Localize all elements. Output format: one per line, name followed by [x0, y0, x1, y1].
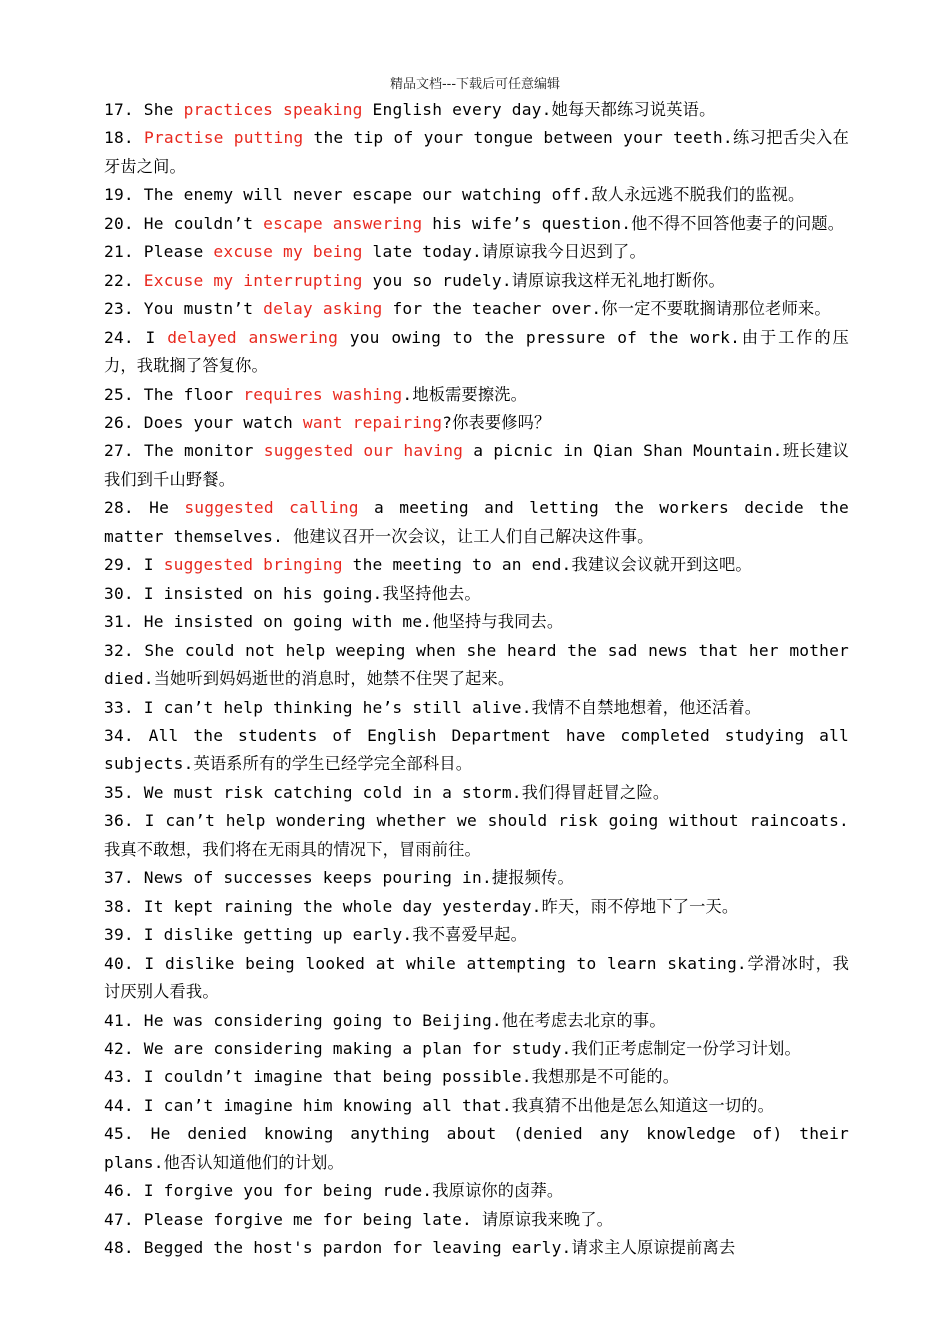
sentence-item: [104, 807, 849, 864]
sentence-number: 28.: [104, 498, 134, 518]
sentence-number: 18.: [104, 128, 134, 148]
sentence-item: [104, 1063, 849, 1091]
sentence-text: I couldn’t imagine that being possible.我想那是不可能的。: [133, 1067, 680, 1087]
sentence-number: 33.: [104, 697, 134, 717]
sentence-number: 21.: [104, 242, 134, 262]
sentence-number: 30.: [104, 583, 134, 603]
sentence-item: [104, 96, 849, 124]
sentence-item: [104, 779, 849, 807]
sentence-item: [104, 409, 849, 437]
sentence-number: 46.: [104, 1181, 134, 1201]
sentence-item: [104, 181, 849, 209]
sentence-text: for the teacher over.你一定不要耽搁请那位老师来。: [382, 299, 831, 319]
sentence-text: He denied knowing anything about (denied any knowledge of) their plans.他否认知道他们的计划。: [104, 1124, 849, 1172]
sentence-number: 32.: [104, 640, 134, 660]
sentence-number: 19.: [104, 185, 134, 205]
sentence-text: She could not help weeping when she heard the sad news that her mother died.当她听到妈妈逝世的消息时，她禁不住哭了起来。: [104, 640, 849, 689]
sentence-item: [104, 864, 849, 892]
sentence-list: [104, 96, 849, 1263]
sentence-text: Does your watch: [133, 412, 303, 432]
sentence-number: 17.: [104, 100, 134, 119]
sentence-text: I forgive you for being rude.我原谅你的卤莽。: [133, 1181, 564, 1201]
sentence-number: 20.: [104, 213, 134, 233]
sentence-number: 44.: [104, 1095, 134, 1115]
sentence-text: I dislike getting up early.我不喜爱早起。: [133, 925, 528, 945]
sentence-item: [104, 1177, 849, 1205]
sentence-number: 37.: [104, 868, 134, 888]
highlighted-phrase: practices speaking: [183, 100, 363, 119]
sentence-text: I dislike being looked at while attempting to learn skating.学滑冰时，我讨厌别人看我。: [104, 953, 849, 1002]
highlighted-phrase: Excuse my interrupting: [143, 270, 363, 290]
sentence-text: We must risk catching cold in a storm.我们得冒赶冒之险。: [133, 782, 670, 802]
sentence-item: [104, 893, 849, 921]
sentence-number: 24.: [104, 327, 134, 347]
sentence-text: She: [133, 100, 184, 119]
sentence-text: It kept raining the whole day yesterday.昨天，雨不停地下了一天。: [133, 896, 739, 916]
sentence-item: [104, 694, 849, 722]
sentence-item: [104, 1120, 849, 1177]
sentence-number: 35.: [104, 782, 134, 802]
sentence-number: 45.: [104, 1124, 134, 1144]
sentence-text: [134, 128, 144, 147]
sentence-text: The enemy will never escape our watching off.敌人永远逃不脱我们的监视。: [133, 185, 805, 205]
highlighted-phrase: escape answering: [263, 213, 423, 233]
sentence-item: [104, 637, 849, 694]
sentence-item: [104, 1035, 849, 1063]
sentence-text: He was considering going to Beijing.他在考虑去北京的事。: [133, 1010, 666, 1030]
sentence-text: ?你表要修吗？: [442, 412, 551, 432]
sentence-item: [104, 210, 849, 238]
sentence-item: [104, 267, 849, 295]
sentence-number: 29.: [104, 555, 134, 575]
sentence-item: [104, 1234, 849, 1262]
sentence-number: 27.: [104, 441, 134, 461]
highlighted-phrase: delayed answering: [167, 327, 339, 347]
sentence-text: I can’t help thinking he’s still alive.我情不自禁地想着，他还活着。: [133, 697, 762, 717]
sentence-text: You mustn’t: [133, 299, 264, 319]
sentence-item: [104, 551, 849, 579]
sentence-number: 25.: [104, 384, 134, 404]
highlighted-phrase: delay asking: [263, 299, 383, 319]
sentence-item: [104, 437, 849, 494]
sentence-text: I can’t imagine him knowing all that.我真猜不出他是怎么知道这一切的。: [133, 1095, 774, 1115]
sentence-item: [104, 238, 849, 266]
sentence-number: 40.: [104, 953, 134, 973]
sentence-number: 36.: [104, 811, 134, 831]
sentence-text: The floor: [133, 384, 244, 404]
sentence-text: the meeting to an end.我建议会议就开到这吧。: [342, 555, 752, 575]
sentence-text: a picnic in Qian Shan Mountain.班长建议我们到千山野餐。: [104, 441, 850, 489]
highlighted-phrase: want repairing: [302, 412, 443, 432]
sentence-text: his wife’s question.他不得不回答他妻子的问题。: [422, 213, 845, 233]
sentence-text: He: [133, 498, 185, 518]
sentence-number: 38.: [104, 896, 134, 916]
sentence-item: [104, 324, 849, 381]
sentence-text: All the students of English Department have completed studying all subjects.英语系所有的学生已经学完全部科目。: [104, 725, 849, 774]
sentence-item: [104, 950, 849, 1007]
sentence-text: I can’t help wondering whether we should risk going without raincoats.我真不敢想，我们将在无雨具的情况下，冒雨前往。: [104, 811, 849, 859]
sentence-item: [104, 381, 849, 409]
sentence-text: The monitor: [133, 441, 264, 461]
sentence-number: 48.: [104, 1238, 134, 1258]
sentence-item: [104, 1092, 849, 1120]
sentence-item: [104, 494, 849, 551]
highlighted-phrase: suggested our having: [263, 441, 464, 461]
highlighted-phrase: suggested bringing: [163, 555, 343, 575]
page-header: 精品文档---下载后可任意编辑: [389, 77, 561, 92]
sentence-item: [104, 124, 849, 181]
highlighted-phrase: Practise putting: [144, 128, 304, 148]
sentence-item: [104, 1007, 849, 1035]
sentence-text: [134, 271, 144, 290]
sentence-text: you owing to the pressure of the work.由于工作的压力，我耽搁了答复你。: [104, 327, 849, 376]
sentence-item: [104, 608, 849, 636]
sentence-number: 34.: [104, 725, 134, 745]
sentence-text: I insisted on his going.我坚持他去。: [133, 583, 481, 603]
sentence-item: [104, 921, 849, 949]
sentence-number: 47.: [104, 1209, 134, 1229]
highlighted-phrase: requires washing: [243, 384, 403, 404]
sentence-text: He insisted on going with me.他坚持与我同去。: [133, 612, 564, 632]
sentence-text: Please: [133, 242, 214, 262]
sentence-text: I: [133, 327, 168, 347]
sentence-number: 39.: [104, 925, 134, 945]
sentence-number: 43.: [104, 1067, 134, 1087]
sentence-text: Please forgive me for being late. 请原谅我来晚了。: [133, 1209, 614, 1229]
sentence-text: News of successes keeps pouring in.捷报频传。: [133, 868, 574, 888]
sentence-item: [104, 722, 849, 779]
sentence-number: 42.: [104, 1038, 134, 1058]
sentence-number: 41.: [104, 1010, 134, 1030]
sentence-item: [104, 580, 849, 608]
sentence-text: We are considering making a plan for study.我们正考虑制定一份学习计划。: [133, 1038, 801, 1058]
sentence-number: 23.: [104, 299, 134, 319]
sentence-text: English every day.她每天都练习说英语。: [362, 100, 716, 119]
sentence-text: He couldn’t: [133, 213, 264, 233]
sentence-number: 31.: [104, 612, 134, 632]
sentence-text: you so rudely.请原谅我这样无礼地打断你。: [362, 270, 725, 290]
sentence-text: Begged the host's pardon for leaving early.请求主人原谅提前离去: [133, 1238, 736, 1258]
sentence-text: late today.请原谅我今日迟到了。: [362, 242, 646, 262]
sentence-text: a meeting and letting the workers decide the matter themselves. 他建议召开一次会议，让工人们自己解决这件事。: [104, 498, 849, 546]
sentence-item: [104, 295, 849, 323]
sentence-number: 22.: [104, 270, 134, 290]
sentence-text: .地板需要擦洗。: [402, 384, 528, 404]
sentence-number: 26.: [104, 412, 134, 432]
sentence-item: [104, 1206, 849, 1234]
highlighted-phrase: suggested calling: [184, 498, 359, 518]
highlighted-phrase: excuse my being: [213, 242, 363, 262]
sentence-text: I: [133, 555, 164, 575]
sentence-text: the tip of your tongue between your teeth.练习把舌尖入在牙齿之间。: [104, 128, 849, 176]
